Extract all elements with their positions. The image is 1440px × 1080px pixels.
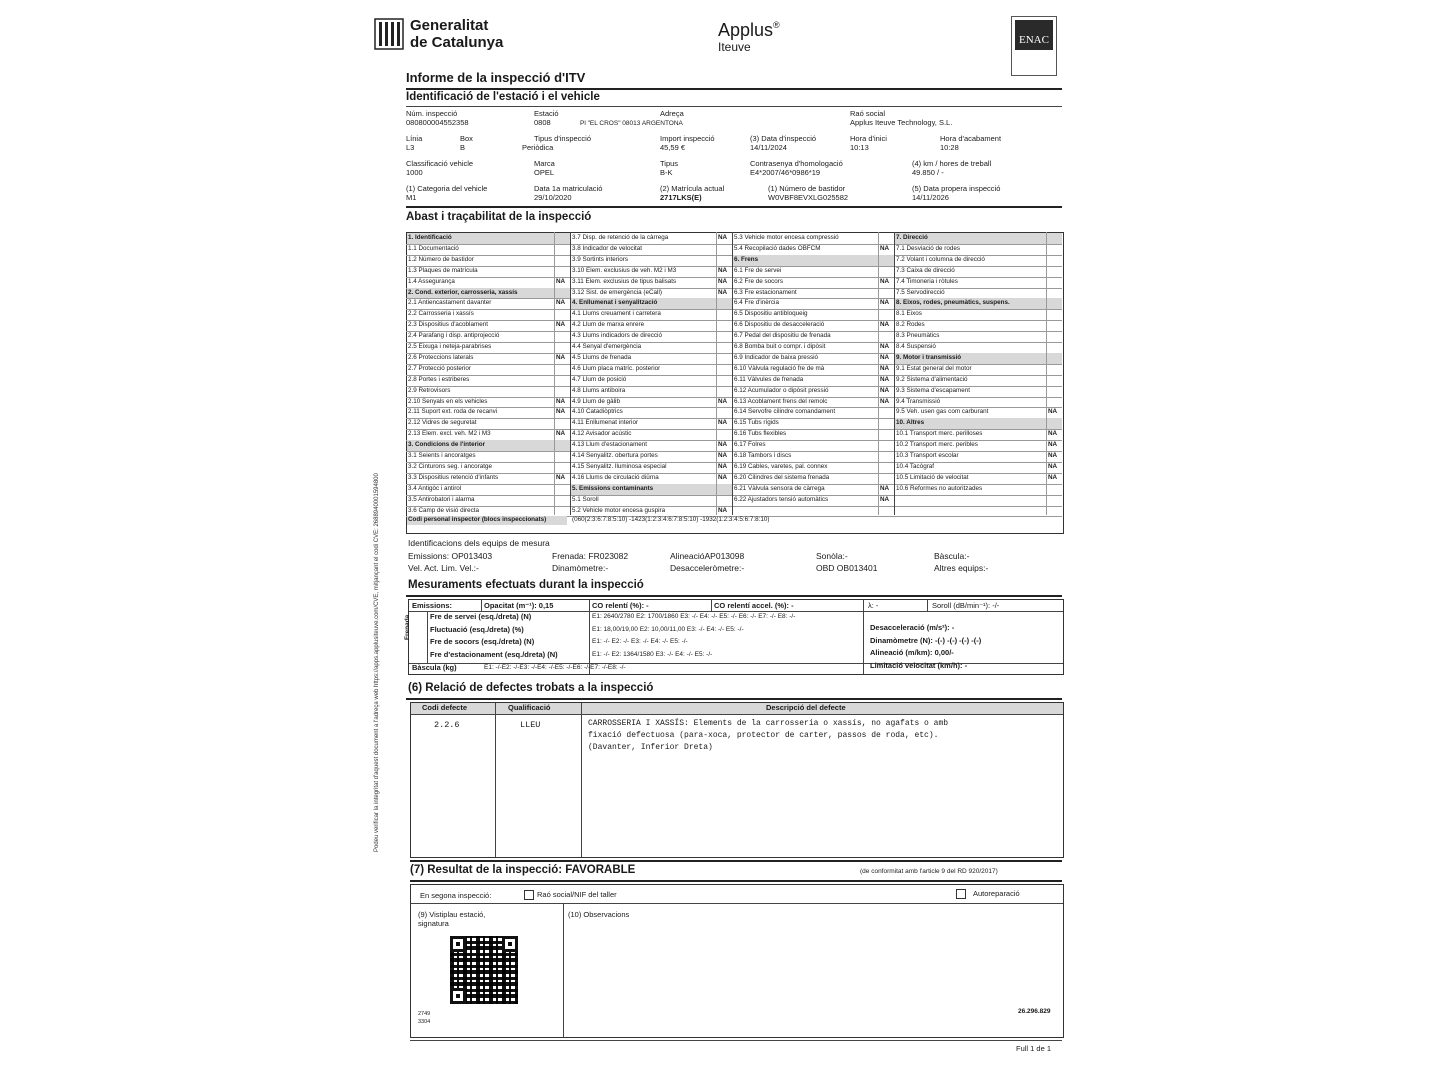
scope-item: 4.10 Catadiòptrics [572,408,623,416]
scope-item: 4.2 Llum de marxa enrere [572,321,645,329]
id-label: Classificació vehicle [406,159,474,168]
scope-item: 2.8 Portes i estriberes [408,375,470,383]
brake-row-label: Fre de socors (esq./dreta) (N) [430,637,535,646]
not-applicable-mark: NA [556,408,566,416]
scope-item: 6.20 Cilindres del sistema frenada [734,473,830,481]
equipment-item: OBD OB013401 [816,563,878,573]
scope-item: 2.6 Proteccions laterals [408,353,474,361]
id-label: Import inspecció [660,134,715,143]
qr-code [450,936,518,1004]
enac-label: ENAC [1015,20,1053,50]
defect-desc-line: (Davanter, Inferior Dreta) [588,743,713,752]
id-label: Hora d'inici [850,134,887,143]
scope-item: 6.16 Tubs flexibles [734,430,787,438]
scope-item: 3.1 Seients i ancoratges [408,452,476,459]
scope-item: 6.12 Acumulador o dipòsit pressió [734,386,829,394]
scope-item: 5.1 Soroll [572,495,599,503]
scope-item: 4.11 Enllumenat interior [572,419,639,427]
id-label: Data 1a matriculació [534,184,603,193]
scope-item: 4.13 Llum d'estacionament [572,441,648,449]
defect-desc-line: fixació defectuosa (para-xoca, protector de carter, passos de roda, etc). [588,731,939,740]
id-value: B-K [660,168,673,177]
not-applicable-mark: NA [718,288,728,296]
self-repair-checkbox[interactable] [956,889,1020,899]
id-label: Hora d'acabament [940,134,1002,143]
id-label: Estació [534,109,559,118]
scope-item: 4.4 Senyal d'emergència [572,343,642,350]
id-value: W0VBF8EVXLG025582 [768,193,849,202]
scope-item: 2.11 Suport ext. roda de recanvi [408,408,498,416]
id-value: 080800004552358 [406,118,469,127]
scope-item: 2.5 Eixuga i neteja-parabrises [408,343,492,350]
not-applicable-mark: NA [880,353,890,361]
scope-item: 4.16 Llums de circulació diürna [572,473,659,481]
scope-section-heading: 8. Eixos, rodes, pneumàtics, suspens. [896,299,1010,307]
scope-item: 4.14 Senyalitz. obertura portes [572,452,658,459]
scope-item: 5.2 Vehicle motor encesa guspira [572,506,666,514]
scope-item: 2.1 Antiencastament davanter [408,299,492,307]
not-applicable-mark: NA [1048,452,1058,459]
equipment-item: Emissions: OP013403 [408,551,493,561]
not-applicable-mark: NA [880,277,890,285]
id-label: (4) km / hores de treball [912,159,992,168]
right-measurement: Alineació (m/km): 0,00/- [870,648,954,657]
inspector-code-value: (060(2:3:6:7:8:5:10) -1423(1:2:3:4:6:7:8:5:10) -1932(1:2:3:4:5:6:7:8:10) [572,516,770,524]
not-applicable-mark: NA [880,386,890,394]
scope-section-heading: 4. Enllumenat i senyalització [572,299,658,307]
scope-item: 4.3 Llums indicadors de direcció [572,332,662,340]
scope-item: 6.17 Folres [734,441,766,449]
scope-item: 6.15 Tubs rígids [734,419,779,427]
doc-title: Informe de la inspecció d'ITV [406,70,586,85]
id-value: OPEL [534,168,555,177]
brake-row-label: Fluctuació (esq./dreta) (%) [430,624,524,634]
defect-col-desc: Descripció del defecte [766,703,846,712]
id-value: E4*2007/46*0986*19 [750,168,821,177]
not-applicable-mark: NA [718,441,728,449]
scope-item: 1.4 Assegurança [408,277,455,285]
id-label: (3) Data d'inspecció [750,134,817,143]
applus-sub: Iteuve [718,40,751,54]
id-value: 0808 [534,118,551,127]
inspector-code-label: Codi personal inspector (blocs inspeccionats) [408,516,547,524]
scope-item: 3.2 Cinturons seg. i ancoratge [408,462,493,470]
brake-row-value: E1: 2640/2780 E2: 1700/1860 E3: -/- E4: -/- E5: -/- E6: -/- E7: -/- E8: -/- [592,613,796,620]
scope-item: 9.1 Estat general del motor [896,364,972,372]
scope-section-heading: 5. Emissions contaminants [572,484,654,492]
scope-item: 3.12 Sist. de emergència (eCall) [572,288,662,296]
defect-col-code: Codi defecte [422,703,468,712]
scope-item: 6.5 Dispositiu antibloqueig [734,310,808,318]
identification-heading: Identificació de l'estació i el vehicle [406,91,600,103]
scope-item: 8.4 Suspensió [896,343,936,350]
brake-row-label: Fre d'estacionament (esq./dreta) (N) [430,649,558,659]
self-repair-label: Autoreparació [973,889,1020,898]
scope-section-heading: 7. Direcció [896,234,928,241]
not-applicable-mark: NA [880,484,890,492]
scope-section-heading: 3. Condicions de l'interior [408,441,486,449]
id-label: Raó social [850,109,886,118]
equipment-item: Vel. Act. Lim. Vel.:- [408,563,479,573]
not-applicable-mark: NA [556,397,566,405]
id-value: 1000 [406,168,423,177]
scope-item: 1.1 Documentació [408,244,459,252]
scope-item: 5.4 Recopilació dades OBFCM [734,244,821,252]
id-label: Box [460,134,473,143]
scope-item: 4.7 Llum de posició [572,375,627,383]
not-applicable-mark: NA [1048,473,1058,481]
measurements-heading: Mesuraments efectuats durant la inspecció [408,579,644,591]
scope-item: 2.3 Dispositius d'acoblament [408,321,488,329]
opacitat-value: Opacitat (m⁻¹): 0,15 [484,601,554,610]
scope-item: 6.4 Fre d'inèrcia [734,299,779,307]
scope-item: 3.7 Disp. de retenció de la càrrega [572,234,669,241]
not-applicable-mark: NA [1048,408,1058,416]
defect-code: 2.2.6 [434,720,460,730]
id-label: (1) Número de bastidor [768,184,846,193]
not-applicable-mark: NA [718,473,728,481]
not-applicable-mark: NA [880,244,890,252]
not-applicable-mark: NA [718,277,728,285]
scope-heading: Abast i traçabilitat de la inspecció [406,211,592,223]
scope-item: 3.10 Elem. exclusius de veh. M2 i M3 [572,266,677,274]
scope-item: 4.9 Llum de gàlib [572,397,620,405]
inspection-report-sheet [360,8,1080,1072]
not-applicable-mark: NA [718,419,728,427]
scope-section-heading: 2. Cond. exterior, carrosseria, xassís [408,288,518,296]
id-label: Marca [534,159,555,168]
equipment-item: Bàscula:- [934,551,970,561]
not-applicable-mark: NA [1048,441,1058,449]
scope-item: 2.12 Vidres de seguretat [408,419,477,427]
scope-item: 4.12 Avisador acústic [572,430,632,438]
not-applicable-mark: NA [1048,430,1058,438]
id-value: 2717LKS(E) [660,193,702,202]
id-value: Periòdica [522,143,554,152]
defects-heading: (6) Relació de defectes trobats a la inspecció [408,682,654,694]
id-value: L3 [406,143,415,152]
scope-item: 6.7 Pedal del dispositiu de frenada [734,332,831,340]
scope-item: 3.11 Elem. exclusius de tipus balisats [572,277,677,285]
scope-item: 2.9 Retrovisors [408,386,451,394]
scope-item: 3.3 Dispositius retenció d'infants [408,473,499,481]
scope-item: 8.1 Eixos [896,310,922,318]
right-measurement: Dinamòmetre (N): -(-) -(-) -(-) -(-) [870,635,982,645]
bascula-value: E1: -/-E2: -/-E3: -/-E4: -/-E5: -/-E6: -/-E7: -/-E8: -/- [484,664,626,671]
scope-section-heading: 10. Altres [896,419,925,427]
scope-item: 7.1 Desviació de rodes [896,244,961,252]
applus-logo [718,20,780,53]
scope-item: 6.1 Fre de servei [734,266,782,274]
scope-item: 4.6 Llum placa matríc. posterior [572,364,661,372]
id-value: Applus Iteuve Technology, S.L. [850,118,953,127]
not-applicable-mark: NA [718,452,728,459]
scope-item: 3.5 Antirobatori i alarma [408,495,475,503]
generalitat-name-1: Generalitat [410,17,489,34]
scope-item: 6.14 Servofre cilindre comandament [734,408,836,416]
result-note: (de conformitat amb l'article 9 del RD 920/2017) [860,868,998,875]
not-applicable-mark: NA [880,343,890,350]
not-applicable-mark: NA [880,495,890,503]
not-applicable-mark: NA [556,430,566,438]
scope-item: 6.19 Cables, varetes, pal. connex [734,462,828,470]
not-applicable-mark: NA [880,299,890,307]
right-measurement: Limitació velocitat (km/h): - [870,660,968,670]
self-repair-checkbox-box[interactable] [956,889,966,899]
scope-item: 6.3 Fre estacionament [734,288,797,296]
id-label: (1) Categoria del vehicle [406,184,488,193]
scope-section-heading: 1. Identificació [408,234,452,241]
equipment-item: Sonòla:- [816,551,848,561]
scope-item: 4.5 Llums de frenada [572,353,632,361]
id-label: Línia [406,134,423,143]
id-label: (5) Data propera inspecció [912,184,1001,193]
lambda-value: λ: - [868,601,879,610]
not-applicable-mark: NA [556,299,566,307]
scope-item: 10.3 Transport escolar [896,452,959,459]
scope-item: 9.5 Veh. usen gas com carburant [896,408,989,416]
equipment-item: Altres equips:- [934,563,989,573]
scope-item: 6.10 Vàlvula regulació fre de mà [734,364,825,372]
scope-item: 10.4 Tacògraf [896,462,935,470]
id-value: 49.850 / - [912,168,944,177]
scope-item: 1.3 Plaques de matrícula [408,266,478,274]
not-applicable-mark: NA [880,364,890,372]
scope-item: 8.2 Rodes [896,321,925,329]
equipment-item: Dinamòmetre:- [552,563,609,573]
scope-item: 10.2 Transport merc. peribles [896,441,978,449]
workshop-label: Raó social/NIF del taller [537,890,617,899]
id-value: 10:28 [940,143,959,152]
scope-item: 6.22 Ajustadors tensió automàtics [734,495,829,503]
scope-item: 2.7 Protecció posterior [408,364,471,372]
verification-note: Podeu verificar la integritat d'aquest document a l'adreça web https://apps.applusiteuve.com/CVE, mitjançant el codi CVE: 2688940001594800 [374,473,380,852]
generalitat-emblem-icon [374,18,404,50]
scope-item: 2.13 Elem. excl. veh. M2 i M3 [408,430,491,438]
co-relenti-value: CO relentí (%): - [592,601,649,610]
workshop-checkbox-box[interactable] [524,890,534,900]
scope-item: 3.8 Indicador de velocitat [572,244,643,252]
not-applicable-mark: NA [880,375,890,383]
id-label: Tipus [660,159,679,168]
equipment-heading: Identificacions dels equips de mesura [408,538,550,548]
frenada-label: Frenada [404,614,411,640]
scope-item: 4.8 Llums antiboira [572,386,626,394]
not-applicable-mark: NA [718,506,728,514]
scope-item: 2.4 Parafang i disp. antiprojecció [408,332,500,340]
scope-item: 3.9 Sortints interiors [572,255,628,263]
not-applicable-mark: NA [718,266,728,274]
id-value: Pl "EL CROS" 08013 ARGENTONA [580,120,683,127]
equipment-item: AlineacióAP013098 [670,551,745,561]
co-relenti-accel-value: CO relentí accel. (%): - [714,601,794,610]
id-label: Contrasenya d'homologació [750,159,843,168]
qr-caption: 2749 [418,1011,431,1017]
id-value: 14/11/2024 [750,143,787,152]
id-label: Adreça [660,109,684,118]
page-number: Full 1 de 1 [1016,1044,1052,1053]
scope-item: 9.4 Transmissió [896,397,941,405]
scope-item: 2.2 Carrosseria i xassís [408,310,474,318]
scope-item: 6.8 Bomba buit o compr. i dipòsit [734,343,826,350]
not-applicable-mark: NA [880,397,890,405]
scope-item: 9.3 Sistema d'escapament [896,386,971,394]
scope-item: 8.3 Pneumàtics [896,332,940,340]
scope-item: 6.6 Dispositiu de desacceleració [734,321,825,329]
scope-item: 6.11 Vàlvules de frenada [734,375,804,383]
defect-qualification: LLEU [520,720,541,730]
scope-item: 1.2 Número de bastidor [408,255,474,263]
scope-item: 10.6 Reformes no autoritzades [896,484,983,492]
not-applicable-mark: NA [718,462,728,470]
emissions-label: Emissions: [412,601,453,610]
not-applicable-mark: NA [718,397,728,405]
scope-item: 6.13 Acoblament frens del remolc [734,397,828,405]
equipment-item: Frenada: FR023082 [552,551,629,561]
scope-item: 7.3 Caixa de direcció [896,266,955,274]
id-value: M1 [406,193,417,202]
not-applicable-mark: NA [556,473,566,481]
not-applicable-mark: NA [880,321,890,329]
scope-item: 2.10 Senyals en els vehicles [408,397,488,405]
scope-item: 4.15 Senyalitz. lluminosa especial [572,462,667,470]
defect-desc-line: CARROSSERIA I XASSÍS: Elements de la carrosseria o xassís, no agafats o amb [588,719,949,728]
applus-brand: Applus [718,20,774,40]
defect-col-qual: Qualificació [508,703,551,712]
stamp-label: (9) Vistiplau estació, signatura [418,910,486,928]
generalitat-logo [374,18,404,50]
brake-row-value: E1: -/- E2: 1364/1580 E3: -/- E4: -/- E5: -/- [592,650,713,658]
scope-item: 7.2 Volant i columna de direcció [896,255,985,263]
workshop-checkbox[interactable] [524,890,617,900]
id-label: Tipus d'inspecció [534,134,592,143]
not-applicable-mark: NA [556,321,566,329]
scope-item: 6.9 Indicador de baixa pressió [734,353,819,361]
scope-item: 7.4 Timoneria i ròtules [896,277,958,285]
scope-item: 3.4 Antigòc i antirol [408,484,462,492]
id-value: 29/10/2020 [534,193,572,202]
id-value: 45,59 € [660,143,686,152]
right-measurement: Desacceleració (m/s²): - [870,623,955,632]
scope-item: 5.3 Vehicle motor encesa compressió [734,234,839,241]
result-heading: (7) Resultat de la inspecció: FAVORABLE [410,864,636,876]
bascula-label: Bàscula (kg) [412,663,457,672]
observations-label: (10) Observacions [568,910,630,919]
scope-item: 10.1 Transport merc. perilloses [896,430,983,438]
brake-row-value: E1: 18,00/19,00 E2: 10,00/11,00 E3: -/- E4: -/- E5: -/- [592,625,744,633]
scope-item: 7.5 Servodirecció [896,288,945,296]
scope-section-heading: 6. Frens [734,255,759,263]
scope-item: 6.18 Tambors i discs [734,452,792,459]
not-applicable-mark: NA [556,353,566,361]
applus-registered-mark: ® [773,20,780,30]
id-value: 10:13 [850,143,869,152]
not-applicable-mark: NA [556,277,566,285]
brake-row-value: E1: -/- E2: -/- E3: -/- E4: -/- E5: -/- [592,638,688,645]
brake-row-label: Fre de servei (esq./dreta) (N) [430,612,532,621]
scope-item: 6.21 Vàlvula sensora de càrrega [734,484,825,492]
scope-item: 4.1 Llums creuament i carretera [572,310,661,318]
scope-section-heading: 9. Motor i transmissió [896,353,962,361]
soroll-value: Soroll (dB/min⁻¹): -/- [932,601,1000,610]
not-applicable-mark: NA [718,234,728,241]
id-label: Núm. inspecció [406,109,458,118]
enac-logo [1011,16,1057,76]
serial-number: 26.296.829 [1018,1008,1051,1015]
scope-item: 6.2 Fre de socors [734,277,783,285]
scope-item: 10.5 Limitació de velocitat [896,473,969,481]
id-value: 14/11/2026 [912,193,949,202]
qr-caption: 3304 [418,1019,431,1025]
id-label: (2) Matrícula actual [660,184,725,193]
not-applicable-mark: NA [1048,462,1058,470]
second-inspection-label: En segona inspecció: [420,891,492,900]
generalitat-name-2: de Catalunya [410,34,504,51]
scope-item: 3.6 Camp de visió directa [408,506,480,514]
id-value: B [460,143,466,152]
scope-item: 9.2 Sistema d'alimentació [896,375,968,383]
equipment-item: Desacceleròmetre:- [670,563,745,573]
